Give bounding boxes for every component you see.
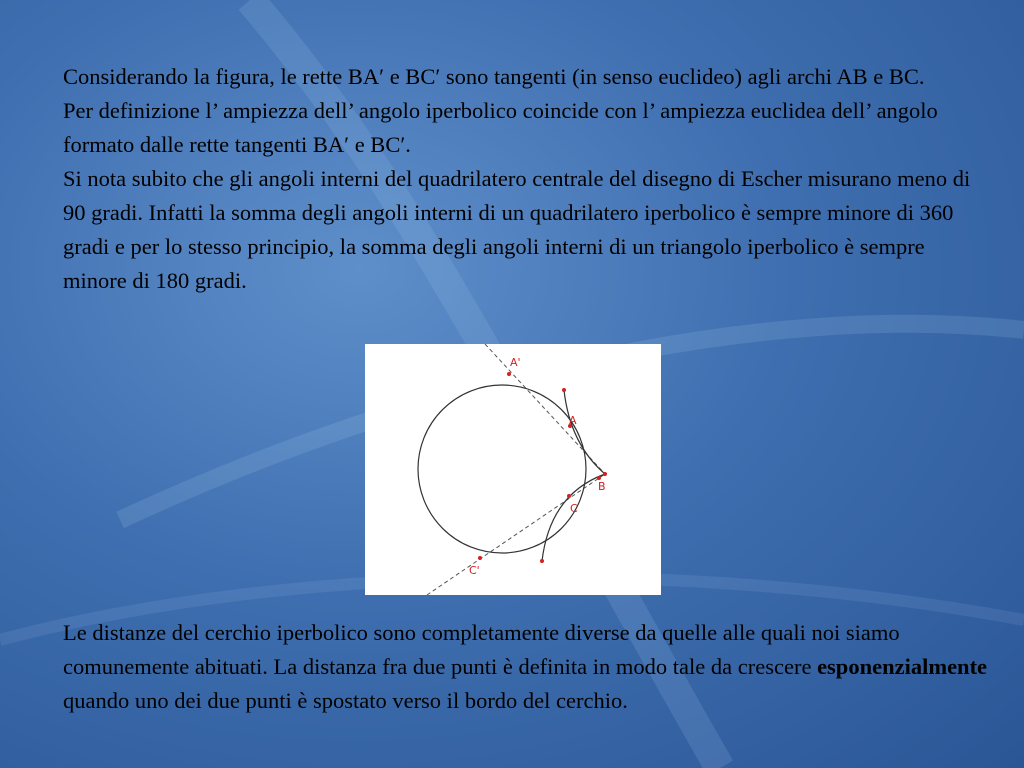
figure-diagram	[365, 344, 661, 595]
boundary-circle	[418, 385, 586, 553]
point-c-prime	[478, 556, 482, 560]
angle-definition: Per definizione l’ ampiezza dell’ angolo iperbolico coincide con l’ ampiezza euclidea dell’ angolo formato dalle rette tangenti BA′ e BC′.	[63, 98, 938, 157]
distance-text-start: Le distanze del cerchio iperbolico sono completamente diverse da quelle alle quali noi siamo comunemente abituati. La distanza fra due punti è definita in modo tale da crescere	[63, 620, 900, 679]
label-c-prime: C'	[469, 564, 480, 577]
emphasis-word: esponenzialmente	[817, 654, 988, 679]
point-c	[567, 494, 571, 498]
distance-text	[63, 616, 988, 718]
distance-text-end: quando uno dei due punti è spostato verso il bordo del cerchio.	[63, 688, 628, 713]
label-a-prime: A'	[510, 356, 521, 369]
hyperbolic-angle-figure	[365, 344, 661, 595]
point-a-prime	[507, 372, 511, 376]
label-b: B	[598, 480, 606, 493]
arc-bc	[542, 474, 605, 561]
angle-sum-statement: Si nota subito che gli angoli interni del quadrilatero centrale del disegno di Escher misurano meno di 90 gradi. Infatti la somma degli angoli interni di un quadrilatero iperbolico è sempre minore di 360 gradi e per lo stesso principio, la somma degli angoli interni di un triangolo iperbolico è sempre minore di 180 gradi.	[63, 166, 971, 293]
label-c: C	[570, 502, 578, 515]
point-arc-end-top	[562, 388, 566, 392]
label-a: A	[569, 414, 577, 427]
point-arc-end-bottom	[540, 559, 544, 563]
tangent-statement: Considerando la figura, le rette BA′ e BC′ sono tangenti (in senso euclideo) agli archi AB e BC.	[63, 64, 925, 89]
point-b	[603, 472, 607, 476]
explanation-paragraph	[63, 60, 988, 298]
arc-ab	[564, 390, 605, 474]
tangent-line-bc-prime	[427, 474, 605, 595]
distance-paragraph	[63, 616, 988, 718]
